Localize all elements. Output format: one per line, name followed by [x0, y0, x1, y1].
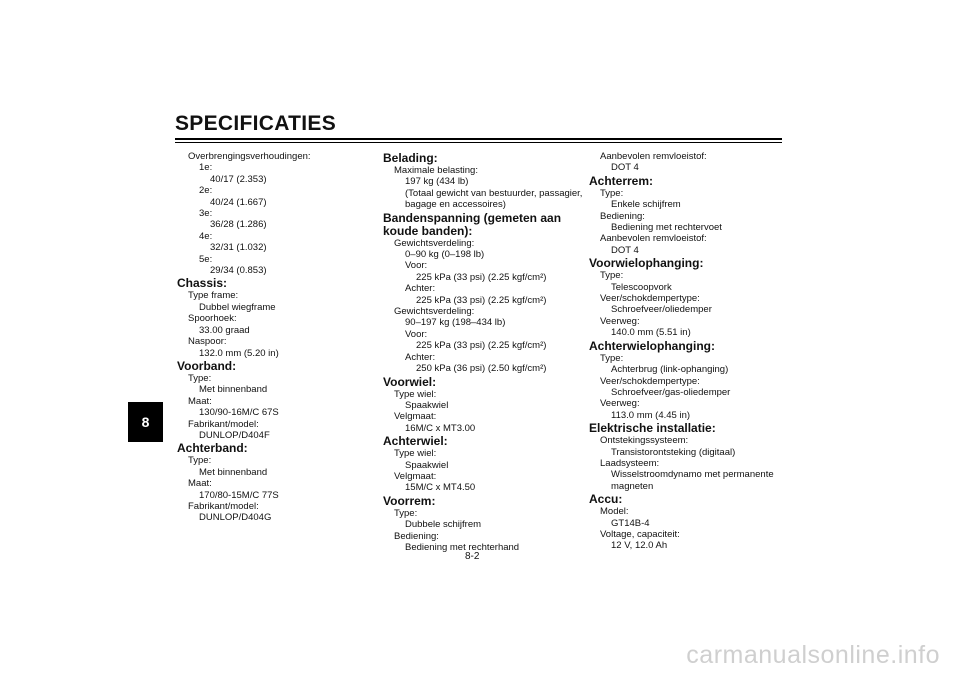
section-heading: Elektrische installatie: — [589, 421, 716, 436]
spec-column-1 — [177, 151, 367, 524]
spec-label: Model: — [600, 506, 629, 518]
spec-value: 1e: — [199, 162, 213, 174]
spec-label: Type wiel: — [394, 388, 437, 400]
spec-label: Naspoor: — [188, 336, 227, 348]
spec-label: Velgmaat: — [394, 470, 437, 482]
spec-label: Type frame: — [188, 290, 239, 302]
spec-value: 2e: — [199, 185, 213, 197]
spec-value: (Totaal gewicht van bestuurder, passagier, — [405, 187, 583, 199]
spec-column-3 — [589, 151, 784, 552]
spec-label: Maximale belasting: — [394, 165, 478, 176]
spec-value: 16M/C x MT3.00 — [405, 422, 476, 434]
spec-value: 225 kPa (33 psi) (2.25 kgf/cm²) — [416, 294, 547, 306]
spec-value: bagage en accessoires) — [405, 199, 506, 211]
spec-value: 4e: — [199, 230, 213, 242]
spec-label: Type: — [600, 270, 624, 282]
section-heading: Accu: — [589, 492, 623, 507]
spec-label: Bediening: — [600, 210, 645, 222]
spec-value: Voor: — [405, 328, 428, 340]
spec-value: Transistorontsteking (digitaal) — [611, 446, 736, 458]
header-rule — [175, 138, 782, 140]
spec-value: 3e: — [199, 208, 213, 220]
section-heading: Belading: — [383, 151, 438, 165]
spec-value: magneten — [611, 480, 654, 492]
spec-value: Achter: — [405, 283, 436, 295]
spec-label: Type: — [600, 352, 624, 364]
spec-value: 5e: — [199, 253, 213, 265]
spec-value: Achterbrug (link-ophanging) — [611, 364, 729, 376]
spec-column-2 — [383, 151, 583, 553]
spec-label: Veerweg: — [600, 315, 640, 327]
spec-value: 170/80-15M/C 77S — [199, 489, 279, 501]
spec-label: Type: — [188, 455, 212, 467]
chapter-tab: 8 — [128, 402, 163, 442]
section-heading: Voorwiel: — [383, 374, 437, 389]
spec-value: Schroefveer/gas-oliedemper — [611, 386, 731, 398]
spec-value: Dubbel wiegframe — [199, 301, 276, 313]
spec-label: Type: — [600, 187, 624, 199]
spec-label: Voltage, capaciteit: — [600, 528, 680, 540]
spec-value: 130/90-16M/C 67S — [199, 407, 279, 419]
watermark: carmanualsonline.info — [686, 641, 940, 669]
section-heading: Voorrem: — [383, 493, 436, 508]
section-heading: Achterrem: — [589, 173, 654, 188]
section-heading: Voorwielophanging: — [589, 256, 704, 271]
spec-label: Ontstekingssysteem: — [600, 435, 689, 447]
spec-label: Aanbevolen remvloeistof: — [600, 151, 707, 162]
spec-value: 12 V, 12.0 Ah — [611, 540, 668, 552]
spec-value: 33.00 graad — [199, 324, 250, 336]
spec-label: Veer/schokdempertype: — [600, 375, 700, 387]
header-rule-thin — [175, 142, 782, 143]
section-heading: Achterwielophanging: — [589, 338, 715, 353]
spec-value: Achter: — [405, 351, 436, 363]
spec-value: 0–90 kg (0–198 lb) — [405, 249, 485, 261]
spec-value: DUNLOP/D404G — [199, 512, 272, 524]
spec-value: Met binnenband — [199, 466, 268, 478]
spec-value: DOT 4 — [611, 162, 639, 174]
section-heading: Achterwiel: — [383, 434, 448, 449]
spec-value: DUNLOP/D404F — [199, 429, 270, 441]
spec-value: 132.0 mm (5.20 in) — [199, 347, 279, 359]
spec-value: 250 kPa (36 psi) (2.50 kgf/cm²) — [416, 363, 547, 375]
spec-label: Veer/schokdempertype: — [600, 293, 700, 305]
spec-value: 40/24 (1.667) — [210, 196, 267, 208]
spec-value: 36/28 (1.286) — [210, 219, 267, 231]
spec-label: Type: — [188, 372, 212, 384]
spec-value: Schroefveer/oliedemper — [611, 304, 712, 316]
spec-label: Aanbevolen remvloeistof: — [600, 233, 707, 245]
spec-value: Bediening met rechterhand — [405, 541, 520, 553]
spec-value: Bediening met rechtervoet — [611, 222, 722, 234]
section-heading: Bandenspanning (gemeten aan koude banden): — [383, 210, 562, 238]
spec-value: 90–197 kg (198–434 lb) — [405, 317, 506, 329]
spec-value: 140.0 mm (5.51 in) — [611, 327, 691, 339]
spec-label: Type wiel: — [394, 448, 437, 460]
section-heading: Voorband: — [177, 358, 237, 373]
spec-value: DOT 4 — [611, 244, 639, 256]
spec-value: Met binnenband — [199, 384, 268, 396]
spec-value: 40/17 (2.353) — [210, 173, 267, 185]
spec-value: GT14B-4 — [611, 517, 650, 529]
spec-value: 197 kg (434 lb) — [405, 176, 469, 188]
spec-value: 113.0 mm (4.45 in) — [611, 409, 691, 421]
spec-label: Spoorhoek: — [188, 313, 237, 325]
spec-value: Dubbele schijfrem — [405, 519, 482, 531]
spec-label: Gewichtsverdeling: — [394, 306, 475, 318]
section-heading: Achterband: — [177, 441, 248, 456]
spec-label: Overbrengingsverhoudingen: — [188, 151, 311, 162]
spec-value: Enkele schijfrem — [611, 199, 681, 211]
spec-value: Voor: — [405, 260, 428, 272]
spec-value: Telescoopvork — [611, 281, 672, 293]
spec-label: Fabrikant/model: — [188, 500, 259, 512]
spec-value: 29/34 (0.853) — [210, 265, 267, 277]
spec-value: Wisselstroomdynamo met permanente — [611, 469, 774, 481]
spec-label: Type: — [394, 507, 418, 519]
spec-label: Maat: — [188, 478, 212, 490]
spec-label: Veerweg: — [600, 398, 640, 410]
spec-label: Velgmaat: — [394, 411, 437, 423]
spec-value: 225 kPa (33 psi) (2.25 kgf/cm²) — [416, 340, 547, 352]
page-title: SPECIFICATIES — [175, 112, 337, 135]
page-number: 8-2 — [465, 551, 480, 562]
spec-label: Maat: — [188, 395, 212, 407]
spec-value: Spaakwiel — [405, 399, 449, 411]
spec-label: Bediening: — [394, 530, 439, 542]
spec-label: Fabrikant/model: — [188, 418, 259, 430]
spec-label: Gewichtsverdeling: — [394, 237, 475, 249]
spec-value: 32/31 (1.032) — [210, 242, 267, 254]
spec-value: 225 kPa (33 psi) (2.25 kgf/cm²) — [416, 271, 547, 283]
spec-value: 15M/C x MT4.50 — [405, 482, 476, 494]
spec-value: Spaakwiel — [405, 459, 449, 471]
spec-label: Laadsysteem: — [600, 457, 660, 469]
section-heading: Chassis: — [177, 276, 228, 291]
